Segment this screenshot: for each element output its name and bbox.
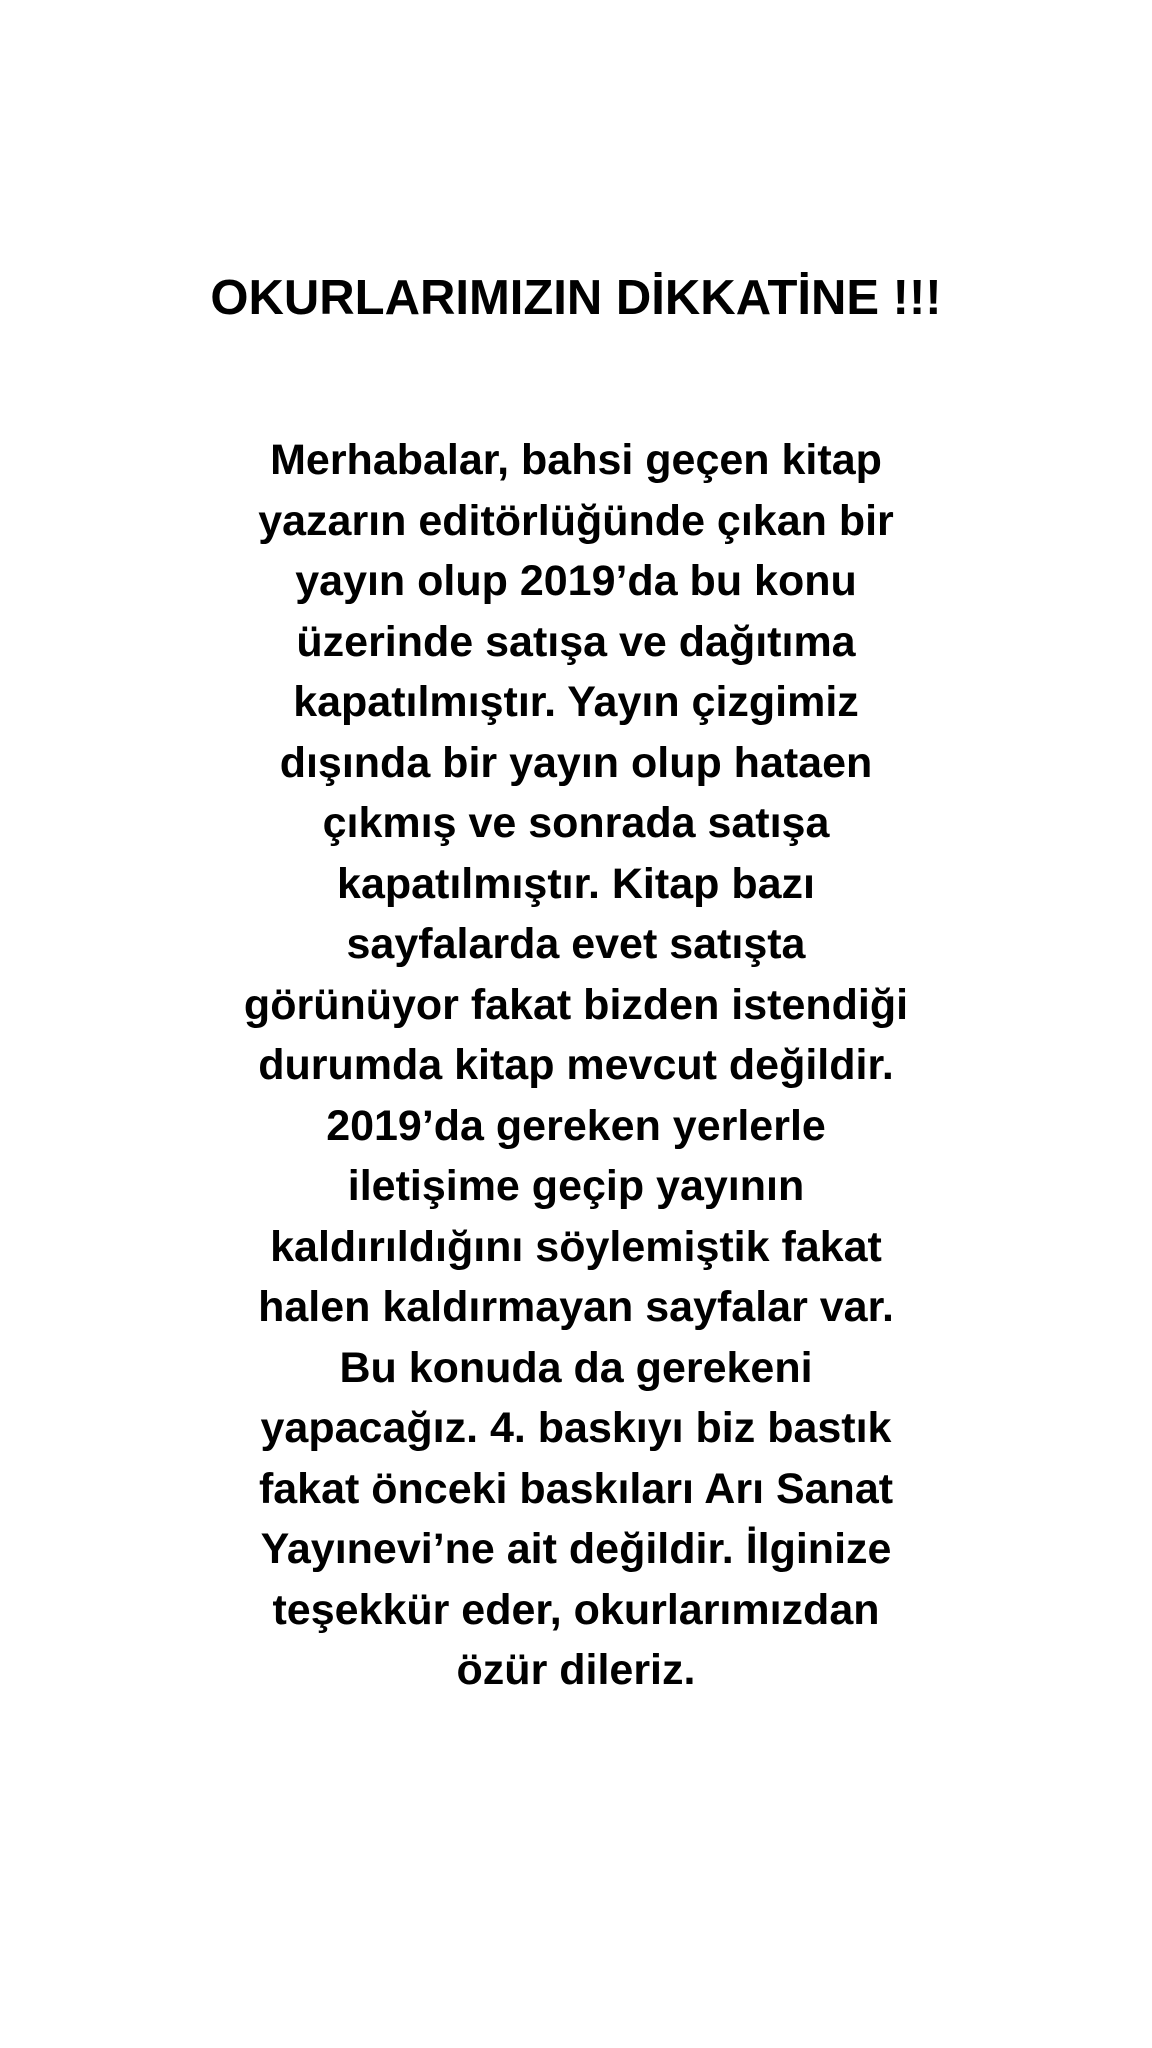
body-line: 2019’da gereken yerlerle [326, 1101, 826, 1150]
body-line: yazarın editörlüğünde çıkan bir [258, 496, 894, 545]
notice-body [0, 430, 1152, 1701]
body-line: yayın olup 2019’da bu konu [295, 557, 857, 605]
body-line: sayfalarda evet satışta [346, 920, 806, 968]
body-line: teşekkür eder, okurlarımızdan [272, 1585, 880, 1634]
body-line: Yayınevi’ne ait değildir. İlginize [260, 1525, 892, 1573]
body-line: durumda kitap mevcut değildir. [258, 1041, 894, 1089]
body-line: iletişime geçip yayının [347, 1162, 805, 1210]
body-line: fakat önceki baskıları Arı Sanat [258, 1464, 894, 1513]
body-line: kapatılmıştır. Kitap bazı [337, 859, 815, 908]
body-line: çıkmış ve sonrada satışa [322, 799, 830, 847]
body-line: halen kaldırmayan sayfalar var. [258, 1283, 894, 1331]
body-line: Bu konuda da gerekeni [339, 1343, 813, 1392]
body-line: görünüyor fakat bizden istendiği [243, 980, 909, 1029]
body-line: yapacağız. 4. baskıyı biz bastık [260, 1404, 892, 1452]
body-line: dışında bir yayın olup hataen [279, 738, 873, 787]
body-line: kaldırıldığını söylemiştik fakat [270, 1222, 882, 1271]
body-line: Merhabalar, bahsi geçen kitap [270, 436, 882, 484]
notice-title: OKURLARIMIZIN DİKKATİNE !!! [210, 271, 942, 325]
body-line: üzerinde satışa ve dağıtıma [296, 617, 856, 666]
body-line: özür dileriz. [456, 1646, 696, 1694]
body-line: kapatılmıştır. Yayın çizgimiz [293, 678, 859, 726]
